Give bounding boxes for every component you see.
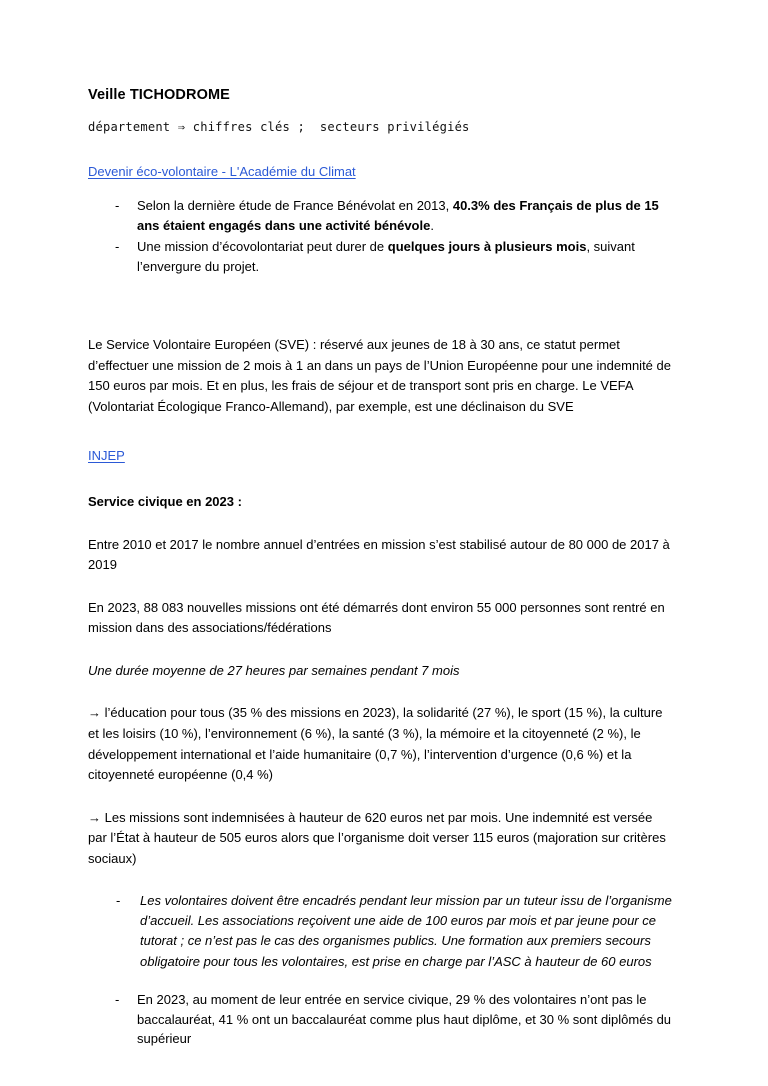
section-heading-service-civique: Service civique en 2023 : [88,494,242,510]
link-row-injep [88,447,674,466]
section-spacer [88,869,674,891]
bullet-marker: - [115,991,120,1007]
paragraph-missions-2023: En 2023, 88 083 nouvelles missions ont été démarrés dont environ 55 000 personnes sont rentré en mission dans des associations/fédérations [88,599,665,636]
bullet-marker: - [115,238,120,254]
paragraph-annual-entries: Entre 2010 et 2017 le nombre annuel d’entrées en mission s’est stabilisé autour de 80 000 de 2017 à 2019 [88,536,670,573]
list-item-text-tail: , suivant l’envergure du projet. [137,238,635,274]
list-item-text: Les volontaires doivent être encadrés pendant leur mission par un tuteur issu de l’organisme d’accueil. Les associations reçoivent une aide de 100 euros par mois et par jeune pour ce tutorat ; ce n’est pas le cas des organismes publics. Une formation aux premiers secours obligatoire pour tous les volontaires, est prise en charge par l’ASC à hauteur de 60 euros [140,893,672,969]
list-item-text-emphasis: quelques jours à plusieurs mois [387,238,587,254]
bullet-list-volunteer-details [88,891,674,972]
section-spacer [88,973,674,990]
section-spacer [88,576,674,598]
paragraph-compensation: → Les missions sont indemnisées à hauteur de 620 euros net par mois. Une indemnité est versée par l’État à hauteur de 505 euros alors que l’organisme doit verser 115 euros (majoration sur critères sociaux) [88,809,666,866]
document-content [88,86,674,1050]
bullet-list-ecovolontariat [88,196,674,276]
list-item-text: En 2023, au moment de leur entrée en service civique, 29 % des volontaires n’ont pas le baccalauréat, 41 % ont un baccalauréat comme plus haut diplôme, et 30 % sont diplômés du supérieur [137,991,672,1047]
list-item [88,196,674,236]
list-item-text-lead: Selon la dernière étude de France Bénévolat en 2013, [137,198,453,214]
document-subtitle: département ⇒ chiffres clés ; secteurs privilégiés [88,119,470,134]
section-spacer [88,681,674,703]
list-item [88,237,674,277]
paragraph-mission-sectors: → l’éducation pour tous (35 % des missions en 2023), la solidarité (27 %), le sport (15 %), la culture et les loisirs (10 %), l’environnement (6 %), la santé (3 %), la mémoire et la citoyenneté (2 %), le développement international et l’aide humanitaire (0,7 %), l’intervention d’urgence (0,6 %) et la citoyenneté européenne (0,4 %) [88,705,663,783]
section-spacer [88,417,674,447]
paragraph-sve: Le Service Volontaire Européen (SVE) : réservé aux jeunes de 18 à 30 ans, ce statut permet d’effectuer une mission de 2 mois à 1 an dans un pays de l’Union Européenne pour une indemnité de 150 euros par mois. Et en plus, les frais de séjour et de transport sont pris en charge. Le VEFA (Volontariat Écologique Franco-Allemand), par exemple, est une déclinaison du SVE [88,337,671,414]
section-spacer [88,277,674,335]
list-item-text-emphasis: 40.3% des Français de plus de 15 ans étaient engagés dans une activité bénévole [137,198,659,234]
section-spacer [88,786,674,808]
link-row-academie-climat [88,163,674,182]
list-item-text-lead: Une mission d’écovolontariat peut durer de [137,238,388,254]
bullet-list-education-levels [88,990,674,1049]
paragraph-average-duration: Une durée moyenne de 27 heures par semaines pendant 7 mois [88,662,460,678]
list-item [88,891,674,972]
section-spacer [88,639,674,661]
bullet-marker: - [115,198,120,214]
link-injep[interactable]: INJEP [88,448,125,464]
list-item [88,990,674,1049]
page-title: Veille TICHODROME [88,87,230,103]
section-spacer [88,513,674,535]
list-item-text-tail: . [430,218,434,234]
link-devenir-eco-volontaire[interactable]: Devenir éco-volontaire - L'Académie du Climat [88,164,356,180]
bullet-marker: - [116,893,121,909]
